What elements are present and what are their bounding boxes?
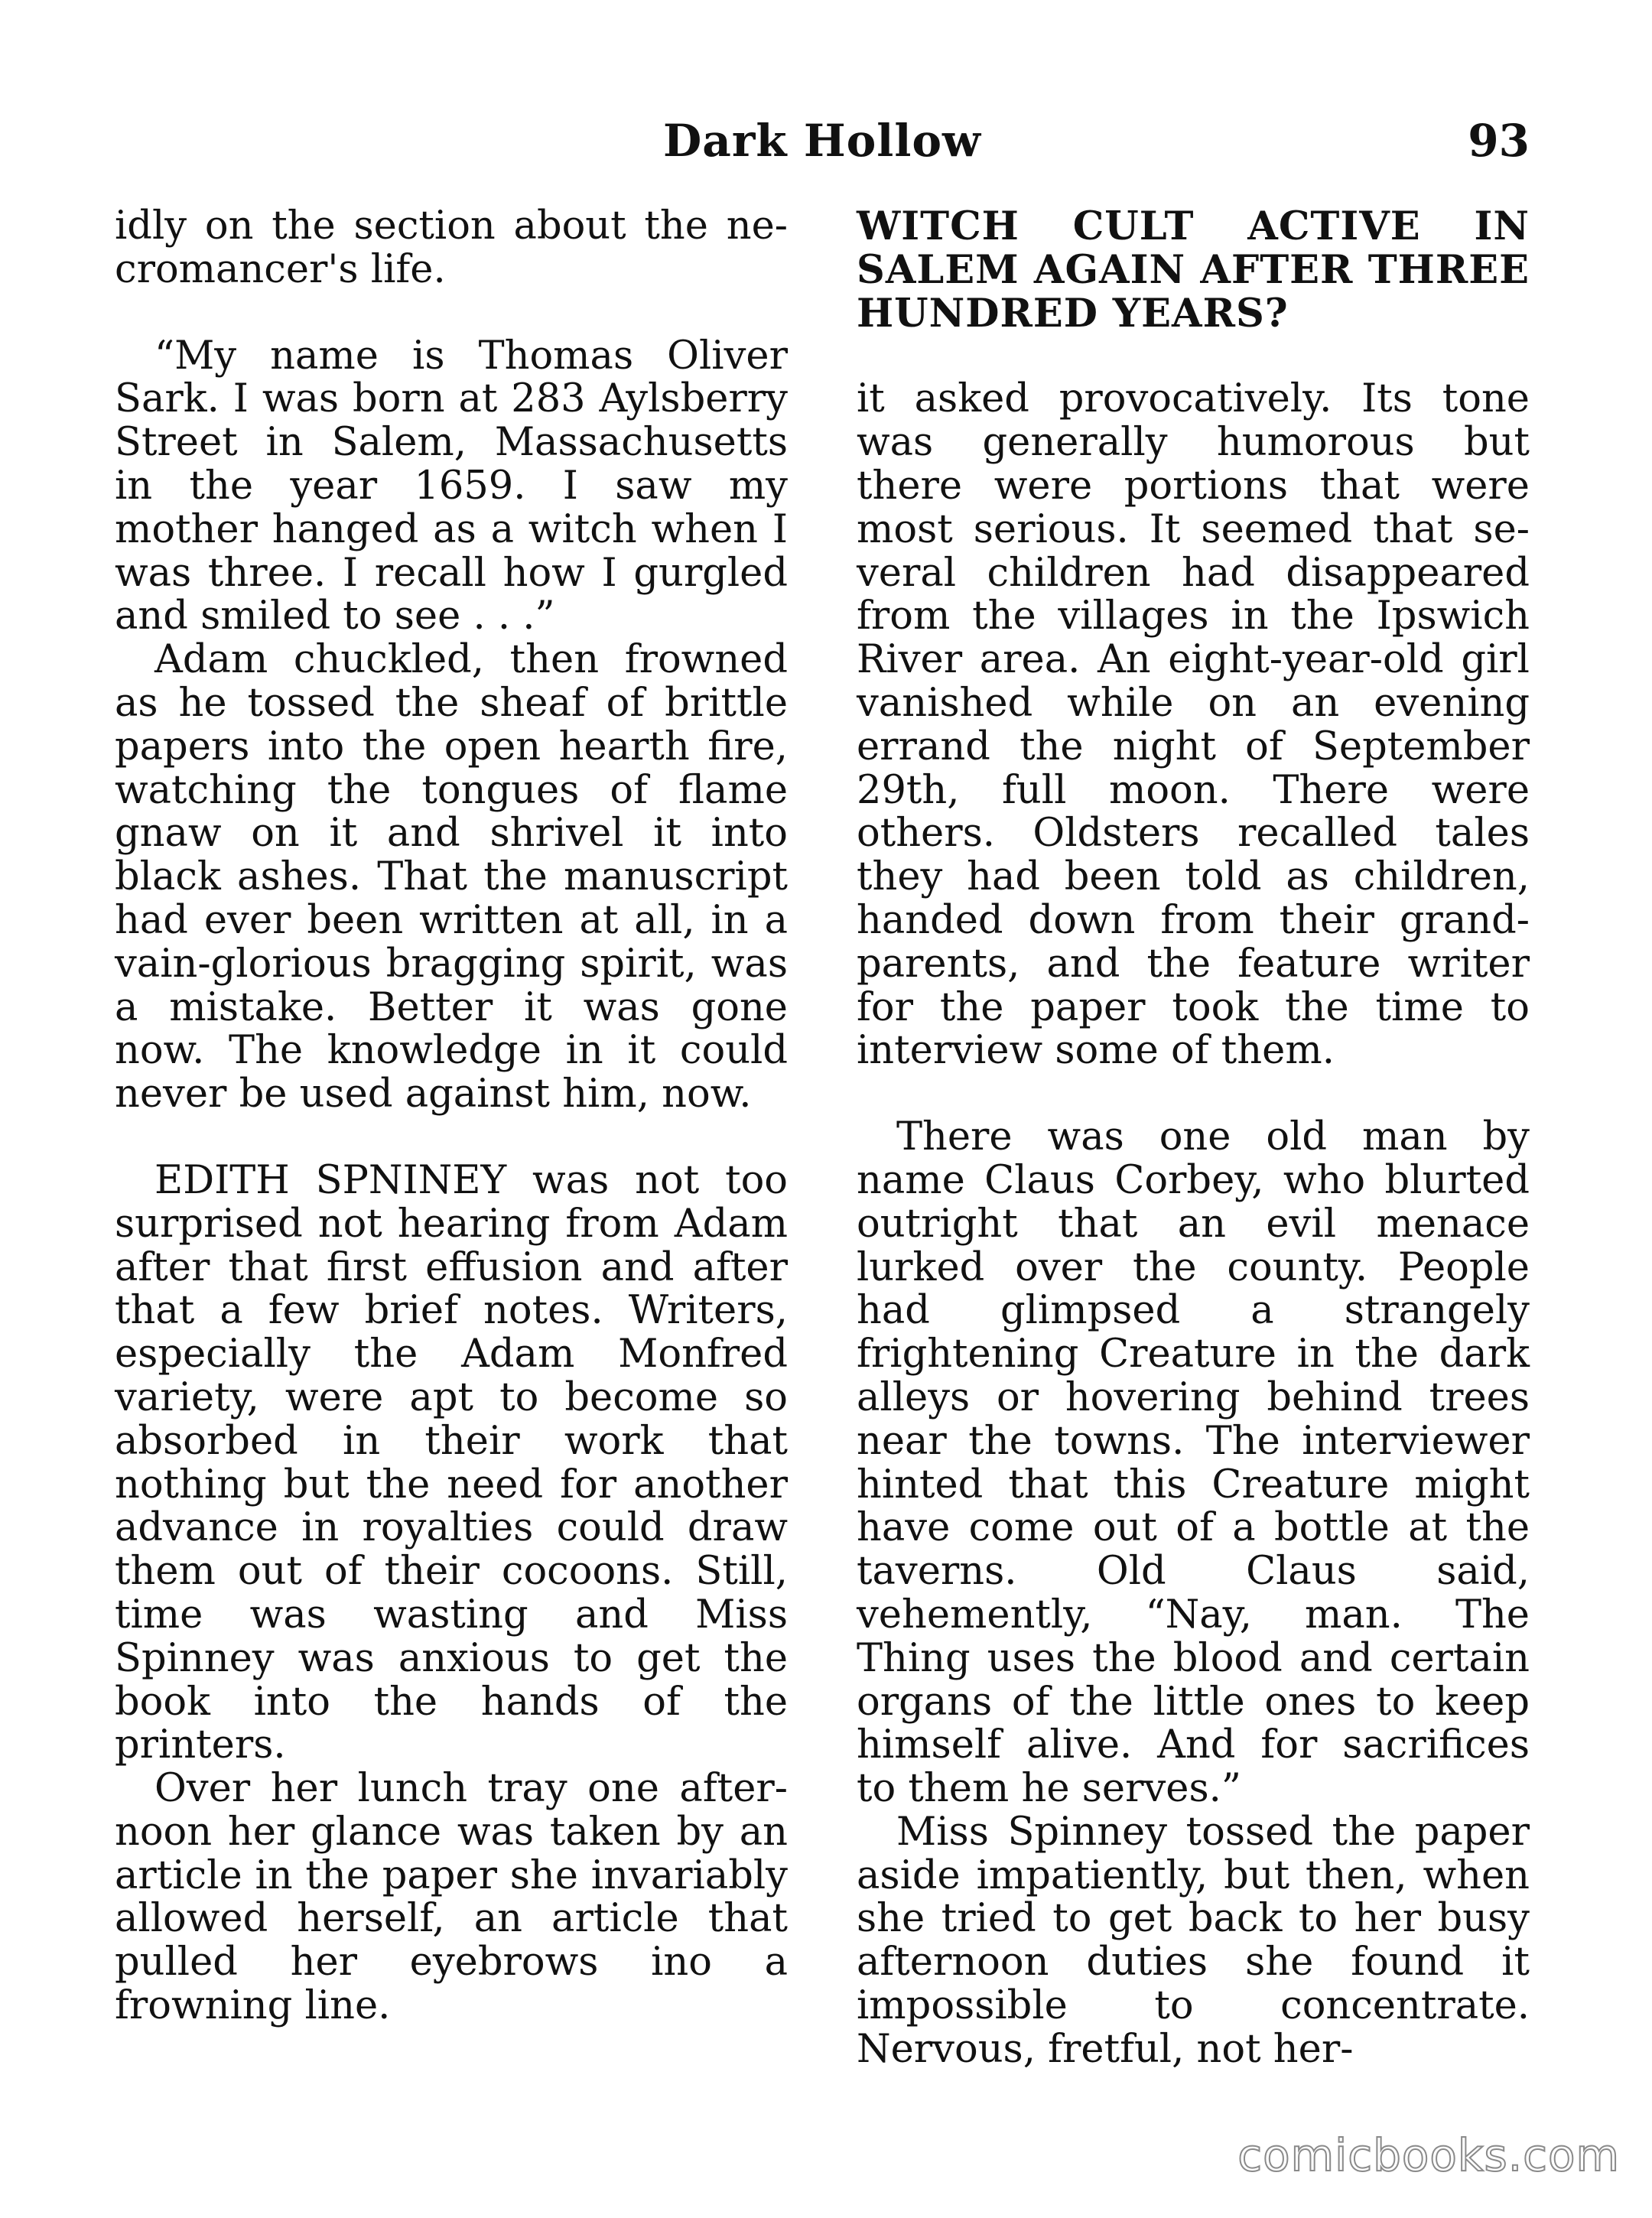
running-header (115, 115, 1530, 184)
paragraph: There was one old man by name Claus Corbey, who blurted outright that an evil menace lurked over the county. People had glimpsed a strangely frightening Creature in the dark alleys or hovering behind trees near the towns. The interviewer hinted that this Creature might have come out of a bottle at the taverns. Old Claus said, vehemently, “Nay, man. The Thing uses the blood and certain organs of the little ones to keep himself alive. And for sacrifices to them he serves.” (857, 1114, 1530, 1812)
page-number: 93 (1468, 115, 1530, 167)
running-title: Dark Hollow (663, 115, 981, 167)
paragraph: Adam chuckled, then frowned as he tossed the sheaf of brittle papers into the open hearth fire, watching the tongues of flame gnaw on it and shrivel it into black ashes. That the manuscript had ever been written at all, in a vain-glorious bragging spirit, was a mistake. Better it was gone now. The knowledge in it could never be used against him, now. (115, 637, 788, 1117)
paragraph: Over her lunch tray one afternoon her glance was taken by an article in the paper she invariably allowed herself, an article that pulled her eyebrows ino a frowning line. (115, 1766, 788, 2029)
newspaper-headline: WITCH CULT ACTIVE IN SALEM AGAIN AFTER THREE HUNDRED YEARS? (857, 203, 1530, 337)
paragraph: Miss Spinney tossed the paper aside impatiently, but then, when she tried to get back to her busy afternoon duties she found it impossible to concentrate. Nervous, fretful, not her- (857, 1809, 1530, 2072)
paragraph: EDITH SPNINEY was not too surprised not hearing from Adam after that first effusion and after that a few brief notes. Writers, especially the Adam Monfred variety, were apt to become so absorbed in their work that nothing but the need for another advance in royalties could draw them out of their cocoons. Still, time was wasting and Miss Spinney was anxious to get the book into the hands of the printers. (115, 1157, 788, 1768)
watermark-text: comicbooks.com (1237, 2129, 1620, 2181)
paragraph: it asked provocatively. Its tone was generally humorous but there were portions that were most serious. It seemed that several children had disappeared from the villages in the Ipswich River area. An eight-year-old girl vanished while on an evening errand the night of September 29th, full moon. There were others. Oldsters recalled tales they had been told as children, handed down from their grandparents, and the feature writer for the paper took the time to interview some of them. (857, 376, 1530, 1074)
paragraph: “My name is Thomas Oliver Sark. I was born at 283 Aylsberry Street in Salem, Massachusetts in the year 1659. I saw my mother hanged as a witch when I was three. I recall how I gurgled and smiled to see . . .” (115, 333, 788, 639)
right-column (857, 205, 1530, 2072)
paragraph: idly on the section about the necromancer's life. (115, 203, 788, 292)
left-column (115, 205, 788, 2028)
